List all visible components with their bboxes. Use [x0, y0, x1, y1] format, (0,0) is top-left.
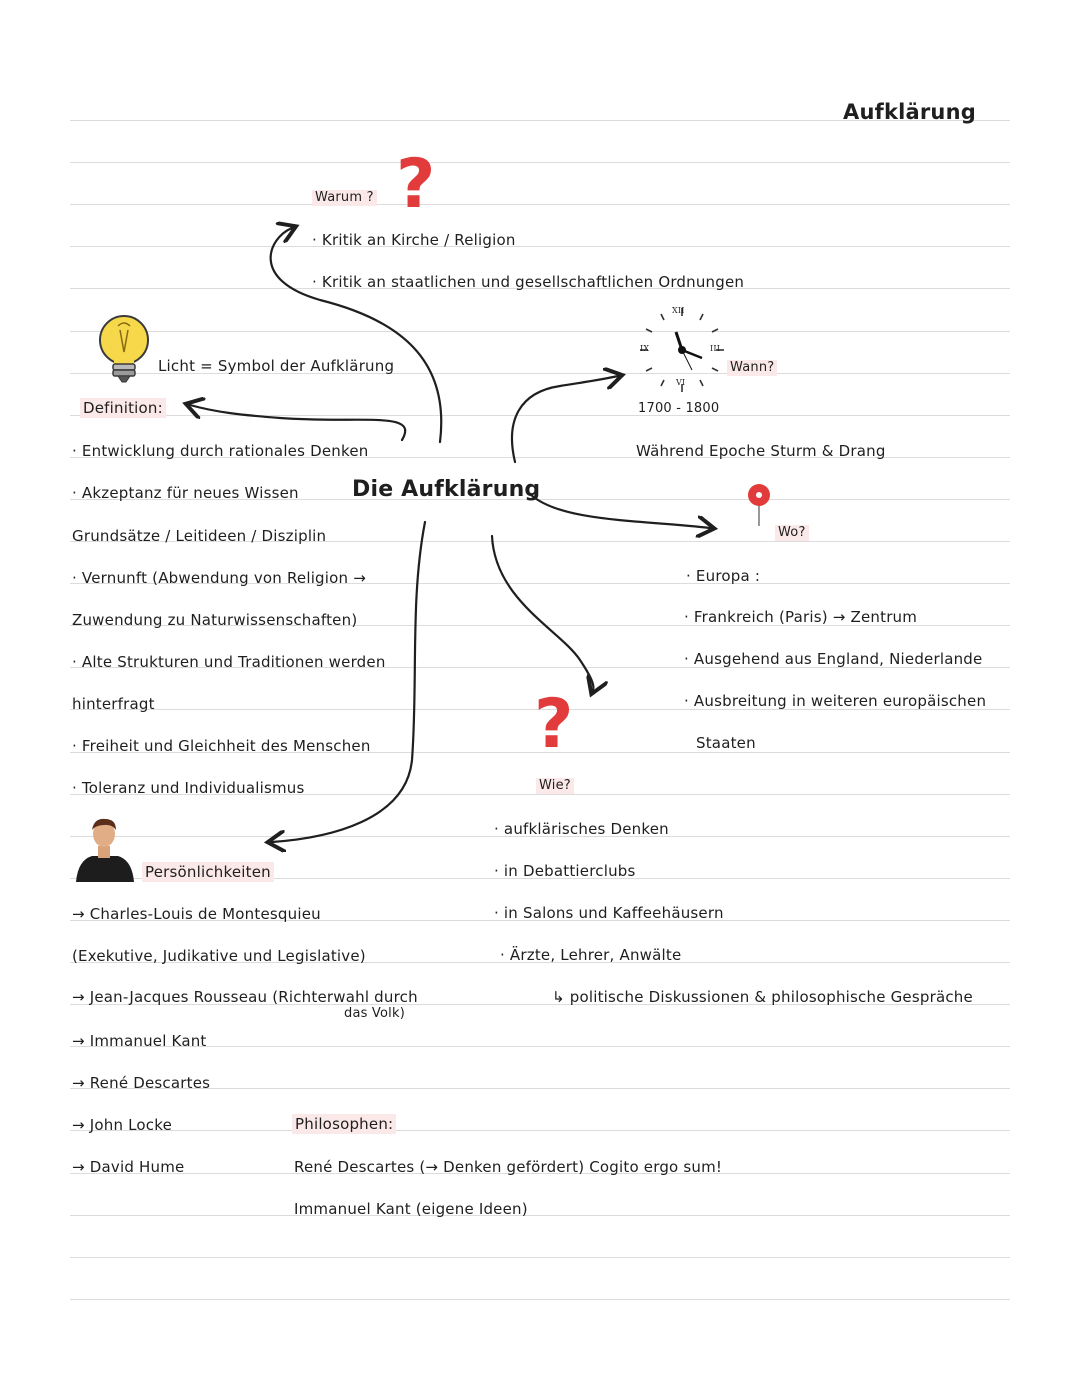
- philosophen-heading: Philosophen:: [292, 1114, 396, 1134]
- definition-line: Grundsätze / Leitideen / Disziplin: [72, 527, 327, 545]
- person-line: (Exekutive, Judikative und Legislative): [72, 947, 366, 965]
- wo-line: · Ausgehend aus England, Niederlande: [684, 650, 983, 668]
- wie-line: · aufklärisches Denken: [494, 820, 669, 838]
- wo-line: · Europa :: [686, 567, 761, 585]
- persoenlichkeiten-heading: Persönlichkeiten: [142, 862, 274, 882]
- person-line: das Volk): [344, 1006, 405, 1021]
- wie-line: · Ärzte, Lehrer, Anwälte: [500, 946, 682, 964]
- definition-line: · Toleranz und Individualismus: [72, 779, 305, 797]
- warum-item: · Kritik an Kirche / Religion: [312, 231, 516, 249]
- question-mark-icon: ?: [396, 145, 436, 224]
- definition-line: · Freiheit und Gleichheit des Menschen: [72, 737, 371, 755]
- philosophen-line: René Descartes (→ Denken gefördert) Cogito ergo sum!: [294, 1158, 723, 1176]
- definition-line: Zuwendung zu Naturwissenschaften): [72, 611, 358, 629]
- licht-caption: Licht = Symbol der Aufklärung: [158, 357, 395, 375]
- definition-line: hinterfragt: [72, 695, 155, 713]
- page-title: Aufklärung: [843, 100, 976, 124]
- clock-numeral: XII: [672, 306, 685, 315]
- clock-numeral: III: [710, 344, 721, 353]
- warum-item: · Kritik an staatlichen und gesellschaftlichen Ordnungen: [312, 273, 745, 291]
- wie-heading: Wie?: [536, 778, 574, 794]
- wann-heading: Wann?: [727, 360, 777, 376]
- person-line: → John Locke: [72, 1116, 173, 1134]
- wie-line: ↳ politische Diskussionen & philosophische Gespräche: [552, 988, 973, 1006]
- question-mark-icon: ?: [534, 685, 574, 764]
- person-line: → Jean-Jacques Rousseau (Richterwahl durch: [72, 988, 418, 1006]
- clock-numeral: IX: [640, 344, 650, 353]
- person-line: → René Descartes: [72, 1074, 211, 1092]
- definition-heading: Definition:: [80, 398, 166, 418]
- wie-line: · in Debattierclubs: [494, 862, 636, 880]
- arrow-to-persoenlichkeiten: [272, 522, 425, 842]
- person-line: → Immanuel Kant: [72, 1032, 207, 1050]
- clock-numeral: VI: [676, 378, 686, 387]
- person-line: → Charles-Louis de Montesquieu: [72, 905, 321, 923]
- definition-line: · Vernunft (Abwendung von Religion →: [72, 569, 366, 587]
- arrow-to-warum: [271, 228, 442, 442]
- philosophen-line: Immanuel Kant (eigene Ideen): [294, 1200, 528, 1218]
- wann-line: 1700 - 1800: [638, 401, 720, 416]
- definition-line: · Entwicklung durch rationales Denken: [72, 442, 369, 460]
- wie-line: · in Salons und Kaffeehäusern: [494, 904, 724, 922]
- arrow-to-wo: [530, 494, 710, 528]
- definition-line: · Alte Strukturen und Traditionen werden: [72, 653, 386, 671]
- wo-line: Staaten: [696, 734, 756, 752]
- wann-line: Während Epoche Sturm & Drang: [636, 442, 886, 460]
- arrow-to-wann: [512, 376, 618, 462]
- wo-line: · Ausbreitung in weiteren europäischen: [684, 692, 987, 710]
- wo-line: · Frankreich (Paris) → Zentrum: [684, 608, 918, 626]
- definition-line: · Akzeptanz für neues Wissen: [72, 484, 299, 502]
- arrow-to-definition: [190, 405, 405, 440]
- wo-heading: Wo?: [775, 525, 809, 541]
- center-topic: Die Aufklärung: [352, 477, 541, 502]
- warum-heading: Warum ?: [312, 190, 377, 206]
- person-line: → David Hume: [72, 1158, 185, 1176]
- arrow-to-wie: [492, 536, 593, 690]
